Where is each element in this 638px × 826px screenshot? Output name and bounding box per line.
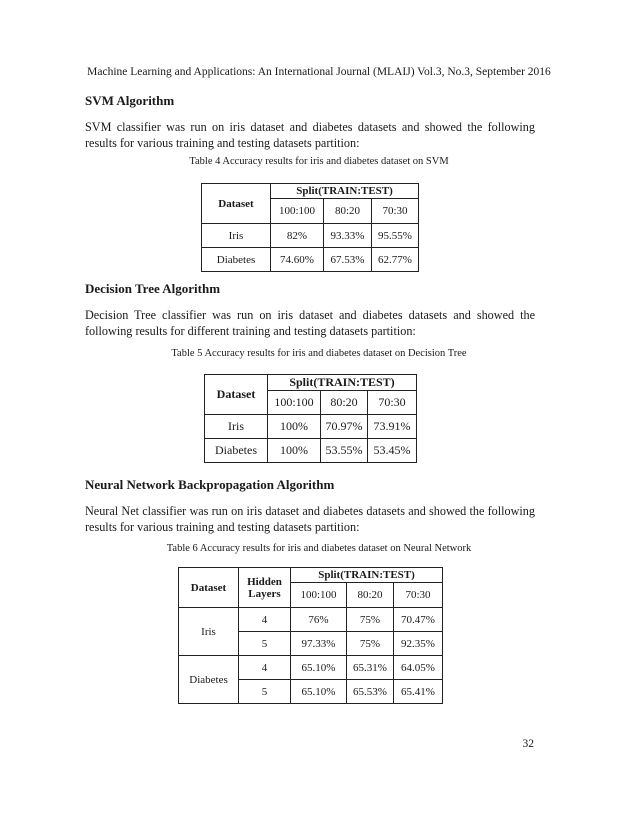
table-cell: 97.33% [291, 632, 347, 656]
table-cell: 65.10% [291, 656, 347, 680]
row-dataset-label: Iris [202, 224, 271, 248]
table-cell: 65.10% [291, 680, 347, 704]
row-dataset-label: Diabetes [205, 439, 268, 463]
header-split-col: 100:100 [291, 583, 347, 608]
page-number: 32 [522, 738, 534, 750]
table-cell: 75% [347, 632, 394, 656]
table-neural-network [178, 567, 443, 704]
table-cell: 82% [271, 224, 324, 248]
table-cell: 100% [268, 439, 321, 463]
section-paragraph-decision-tree: Decision Tree classifier was run on iris dataset and diabetes datasets and showed the following results for different training and testing datasets partition: [85, 308, 535, 338]
row-dataset-label: Iris [179, 608, 239, 656]
table-cell: 65.41% [394, 680, 443, 704]
row-dataset-label: Diabetes [179, 656, 239, 704]
table-cell: 65.53% [347, 680, 394, 704]
table-cell: 95.55% [372, 224, 419, 248]
table-caption-svm: Table 4 Accuracy results for iris and diabetes dataset on SVM [189, 156, 449, 167]
table-caption-decision-tree: Table 5 Accuracy results for iris and diabetes dataset on Decision Tree [171, 348, 467, 359]
table-cell: 70.97% [321, 415, 368, 439]
table-cell: 65.31% [347, 656, 394, 680]
header-split: Split(TRAIN:TEST) [268, 375, 417, 391]
section-title-svm: SVM Algorithm [85, 93, 175, 108]
header-split-col: 100:100 [268, 391, 321, 415]
header-split: Split(TRAIN:TEST) [291, 568, 443, 583]
header-split: Split(TRAIN:TEST) [271, 184, 419, 199]
section-paragraph-neural-network: Neural Net classifier was run on iris dataset and diabetes datasets and showed the following results for various training and testing datasets partition: [85, 504, 535, 534]
row-dataset-label: Diabetes [202, 248, 271, 272]
table-cell: 100% [268, 415, 321, 439]
table-cell: 53.55% [321, 439, 368, 463]
table-cell: 76% [291, 608, 347, 632]
header-dataset: Dataset [205, 375, 268, 415]
table-cell: 64.05% [394, 656, 443, 680]
row-dataset-label: Iris [205, 415, 268, 439]
section-paragraph-svm: SVM classifier was run on iris dataset and diabetes datasets and showed the following results for various training and testing datasets partition: [85, 120, 535, 150]
header-split-col: 80:20 [324, 199, 372, 224]
table-cell-hidden: 4 [239, 656, 291, 680]
header-dataset: Dataset [179, 568, 239, 608]
journal-header: Machine Learning and Applications: An International Journal (MLAIJ) Vol.3, No.3, September 2016 [87, 66, 551, 78]
header-split-col: 100:100 [271, 199, 324, 224]
table-decision-tree [204, 374, 417, 463]
table-cell: 67.53% [324, 248, 372, 272]
table-cell: 74.60% [271, 248, 324, 272]
table-cell: 53.45% [368, 439, 417, 463]
header-split-col: 80:20 [347, 583, 394, 608]
table-cell: 70.47% [394, 608, 443, 632]
section-title-neural-network: Neural Network Backpropagation Algorithm [85, 477, 335, 492]
table-cell: 73.91% [368, 415, 417, 439]
header-split-col: 70:30 [368, 391, 417, 415]
table-cell: 75% [347, 608, 394, 632]
header-split-col: 80:20 [321, 391, 368, 415]
table-cell-hidden: 5 [239, 680, 291, 704]
table-cell: 93.33% [324, 224, 372, 248]
header-split-col: 70:30 [372, 199, 419, 224]
header-hidden-layers: Hidden Layers [239, 568, 291, 608]
table-cell-hidden: 5 [239, 632, 291, 656]
section-title-decision-tree: Decision Tree Algorithm [85, 281, 221, 296]
table-cell: 92.35% [394, 632, 443, 656]
table-caption-neural-network: Table 6 Accuracy results for iris and diabetes dataset on Neural Network [166, 543, 472, 554]
table-cell-hidden: 4 [239, 608, 291, 632]
header-split-col: 70:30 [394, 583, 443, 608]
header-dataset: Dataset [202, 184, 271, 224]
table-svm [201, 183, 419, 272]
table-cell: 62.77% [372, 248, 419, 272]
